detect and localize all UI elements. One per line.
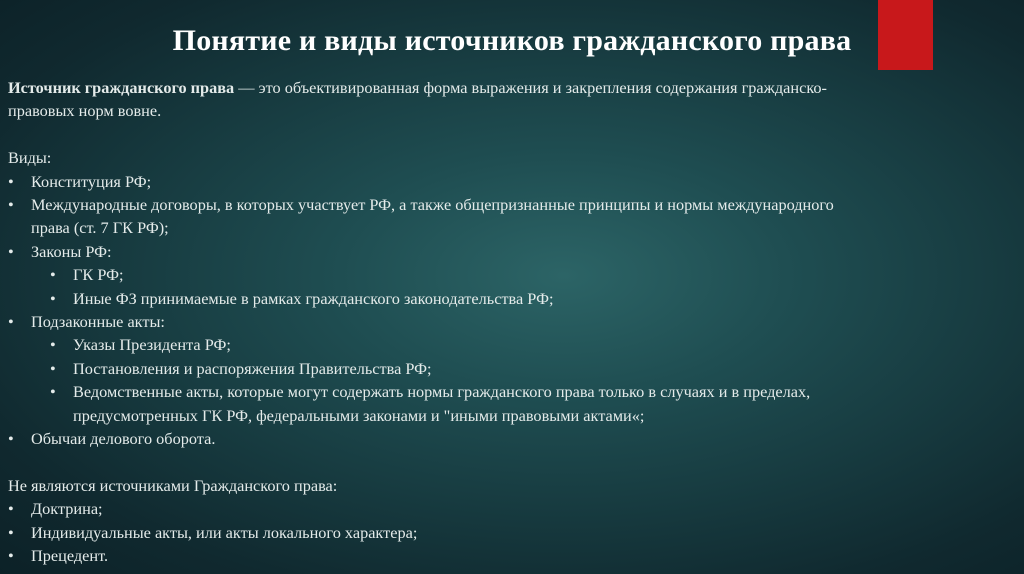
sub-list-item-departmental-acts <box>8 380 1013 403</box>
sub-list-item-federal-laws <box>8 287 1013 310</box>
bullet-icon: • <box>8 499 14 519</box>
bullet-icon: • <box>8 546 14 566</box>
bullet-icon: • <box>8 522 14 542</box>
list-item-laws <box>8 240 1013 263</box>
list-item-text: права (ст. 7 ГК РФ); <box>31 218 169 238</box>
bullet-icon: • <box>8 241 14 261</box>
bullet-icon: • <box>50 382 56 402</box>
list-item-text: Подзаконные акты: <box>31 312 165 332</box>
list-item-text: Постановления и распоряжения Правительства РФ; <box>73 358 432 378</box>
bullet-icon: • <box>50 358 56 378</box>
list-item-precedent <box>8 544 1013 567</box>
sub-list-item-presidential-decrees <box>8 333 1013 356</box>
list-item-text: Конституция РФ; <box>31 171 152 191</box>
list-item-text: Законы РФ: <box>31 241 112 261</box>
bullet-icon: • <box>8 429 14 449</box>
list-item-text: ГК РФ; <box>73 265 124 285</box>
definition-line-1 <box>8 76 1013 99</box>
definition-line-2: правовых норм вовне. <box>8 101 162 121</box>
slide-title: Понятие и виды источников гражданского права <box>172 24 852 57</box>
list-item-international-treaties <box>8 193 1013 216</box>
list-item-text: предусмотренных ГК РФ, федеральными законами и "иными правовыми актами«; <box>73 405 645 425</box>
list-item-text: Индивидуальные акты, или акты локального характера; <box>31 522 418 542</box>
list-item-text: Доктрина; <box>31 499 103 519</box>
sub-list-item-government-resolutions <box>8 357 1013 380</box>
non-sources-heading: Не являются источниками Гражданского права: <box>8 475 338 495</box>
list-item-text: Указы Президента РФ; <box>73 335 231 355</box>
list-item-text: Ведомственные акты, которые могут содержать нормы гражданского права только в случаях и в пределах, <box>73 382 811 402</box>
definition-text: — это объективированная форма выражения и закрепления содержания гражданско- <box>234 78 827 97</box>
list-item-text: Прецедент. <box>31 546 109 566</box>
list-item-text: Иные ФЗ принимаемые в рамках гражданского законодательства РФ; <box>73 288 554 308</box>
bullet-icon: • <box>8 312 14 332</box>
bullet-icon: • <box>8 171 14 191</box>
spacer <box>8 123 1013 146</box>
list-item-business-customs <box>8 427 1013 450</box>
bullet-icon: • <box>50 265 56 285</box>
definition-term: Источник гражданского права <box>8 78 235 97</box>
sub-list-item-civil-code <box>8 263 1013 286</box>
list-item-individual-acts <box>8 521 1013 544</box>
list-item-text: Обычаи делового оборота. <box>31 429 216 449</box>
sub-list-item-continuation <box>8 404 1013 427</box>
slide-content <box>8 76 1013 568</box>
types-heading: Виды: <box>8 148 52 168</box>
spacer <box>8 450 1013 473</box>
bullet-icon: • <box>50 288 56 308</box>
list-item-constitution <box>8 170 1013 193</box>
list-item-text: Международные договоры, в которых участвует РФ, а также общепризнанные принципы и нормы международного <box>31 195 834 215</box>
bullet-icon: • <box>50 335 56 355</box>
list-item-doctrine <box>8 497 1013 520</box>
list-item-continuation <box>8 216 1013 239</box>
list-item-bylaws <box>8 310 1013 333</box>
bullet-icon: • <box>8 195 14 215</box>
